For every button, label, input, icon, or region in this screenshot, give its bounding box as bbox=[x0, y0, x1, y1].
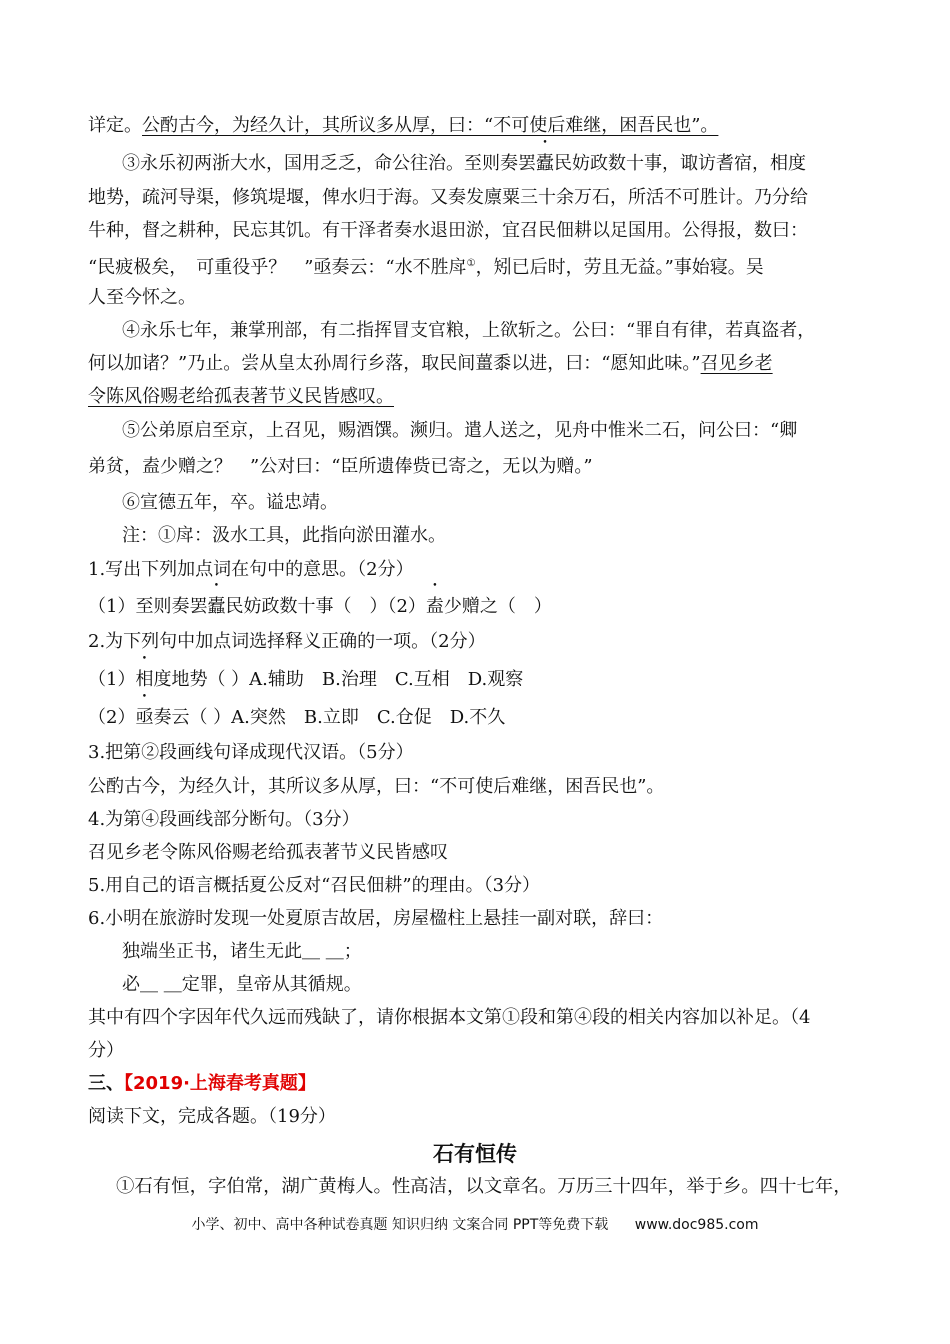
text-run: 民妨政数十事，诹访耆宿，相度 bbox=[554, 153, 806, 174]
text-run: 民妨政数十事（ ）（2） bbox=[225, 596, 426, 617]
section-number: 三、 bbox=[88, 1073, 124, 1094]
para4-line2 bbox=[88, 352, 773, 376]
dotted-char: 相 bbox=[135, 669, 154, 690]
para4-underlined-end: 令陈风俗赐老给孤表著节义民皆感叹。 bbox=[88, 386, 394, 407]
text-run: （1）至则奏罢 bbox=[88, 596, 208, 617]
dotted-char: 蠹 bbox=[536, 153, 554, 174]
question-5-stem: 5.用自己的语言概括夏公反对“召民佃耕”的理由。（3分） bbox=[88, 875, 541, 896]
page-footer bbox=[0, 1214, 950, 1234]
para5-line2: 弟贫，盍少赠之？ ”公对曰：“臣所遗俸赀已寄之，无以为赠。” bbox=[88, 456, 593, 477]
question-6-stem: 6.小明在旅游时发现一处夏原吉故居，房屋楹柱上悬挂一副对联，辞曰： bbox=[88, 908, 664, 929]
text-run: 度地势（ ）A.辅助 B.治理 C.互相 D.观察 bbox=[153, 669, 524, 690]
footer-text: 小学、初中、高中各种试卷真题 知识归纳 文案合同 PPT等免费下载 bbox=[191, 1217, 609, 1233]
question-1-stem: 1.写出下列加点词在句中的意思。（2分） bbox=[88, 559, 414, 580]
question-2-item-2 bbox=[88, 706, 505, 730]
dotted-char: 亟 bbox=[135, 707, 154, 728]
para2-underlined-sentence: 公酌古今，为经久计，其所议多从厚，曰：“不可使后难继，困吾民也”。 bbox=[142, 115, 719, 136]
question-1-items bbox=[88, 595, 552, 619]
passage-title: 石有恒传 bbox=[433, 1142, 517, 1166]
text-run: ，矧已后时，劳且无益。”事始寝。吴 bbox=[475, 257, 764, 278]
para3-line5: 人至今怀之。 bbox=[88, 287, 196, 308]
question-4-stem: 4.为第④段画线部分断句。（3分） bbox=[88, 809, 360, 830]
couplet-line-1: 独端坐正书，诸生无此＿ ＿； bbox=[122, 941, 362, 962]
text-run: 何以加诸？”乃止。尝从皇太孙周行乡落，取民间薑黍以进，曰：“愿知此味。” bbox=[88, 353, 701, 374]
footer-url: www.doc985.com bbox=[634, 1217, 759, 1233]
question-6-instruction-cont: 分） bbox=[88, 1040, 124, 1061]
para4-line1: ④永乐七年，兼掌刑部，有二指挥冒支官粮，上欲斩之。公曰：“罪自有律，若真盗者， bbox=[122, 320, 816, 341]
para5-line1: ⑤公弟原启至京，上召见，赐酒馔。濒归。遣人送之，见舟中惟米二石，问公曰：“卿 bbox=[122, 420, 798, 441]
question-6-instruction: 其中有四个字因年代久远而残缺了，请你根据本文第①段和第④段的相关内容加以补足。（4 bbox=[88, 1007, 811, 1028]
question-2-stem: 2.为下列句中加点词选择释义正确的一项。（2分） bbox=[88, 631, 486, 652]
dotted-char: 盍 bbox=[425, 596, 444, 617]
source-tag: 【2019·上海春考真题】 bbox=[124, 1073, 316, 1094]
para6: ⑥宣德五年，卒。谥忠靖。 bbox=[122, 492, 338, 513]
text-run: （1） bbox=[88, 669, 136, 690]
text-run: 少赠之（ ） bbox=[443, 596, 552, 617]
para3-line1 bbox=[122, 152, 806, 176]
question-4-text: 召见乡老令陈风俗赐老给孤表著节义民皆感叹 bbox=[88, 842, 448, 863]
para4-line3 bbox=[88, 385, 394, 409]
text-run: “民疲极矣， 可重役乎？ ”亟奏云：“水不胜戽 bbox=[88, 257, 467, 278]
passage-line1: ①石有恒，字伯常，湖广黄梅人。性高洁，以文章名。万历三十四年，举于乡。四十七年， bbox=[116, 1176, 852, 1197]
section-3-heading bbox=[88, 1072, 316, 1096]
text-run: 奏云（ ）A.突然 B.立即 C.仓促 D.不久 bbox=[153, 707, 506, 728]
question-3-text: 公酌古今，为经久计，其所议多从厚，曰：“不可使后难继，困吾民也”。 bbox=[88, 776, 665, 797]
text-run: （2） bbox=[88, 707, 136, 728]
question-2-item-1 bbox=[88, 668, 523, 692]
footnote: 注：①戽：汲水工具，此指向淤田灌水。 bbox=[122, 525, 446, 546]
text-run: ③永乐初两浙大水，国用乏乏，命公往治。至则奏罢 bbox=[122, 153, 536, 174]
para3-line4 bbox=[88, 252, 764, 280]
couplet-line-2: 必＿ ＿定罪，皇帝从其循规。 bbox=[122, 974, 362, 995]
para3-line2: 地势，疏河导渠，修筑堤堰，俾水归于海。又奏发廪粟三十余万石，所活不可胜计。乃分给 bbox=[88, 187, 808, 208]
para3-line3: 牛种，督之耕种，民忘其饥。有干泽者奏水退田淤，宜召民佃耕以足国用。公得报，数曰： bbox=[88, 220, 808, 241]
para4-underlined-start: 召见乡老 bbox=[700, 353, 773, 374]
section-3-intro: 阅读下文，完成各题。（19分） bbox=[88, 1106, 336, 1127]
footnote-marker: ① bbox=[466, 258, 476, 269]
para2-end bbox=[88, 114, 718, 138]
para2-lead: 详定。 bbox=[88, 115, 142, 136]
dotted-char: 蠹 bbox=[207, 596, 226, 617]
question-3-stem: 3.把第②段画线句译成现代汉语。（5分） bbox=[88, 742, 414, 763]
